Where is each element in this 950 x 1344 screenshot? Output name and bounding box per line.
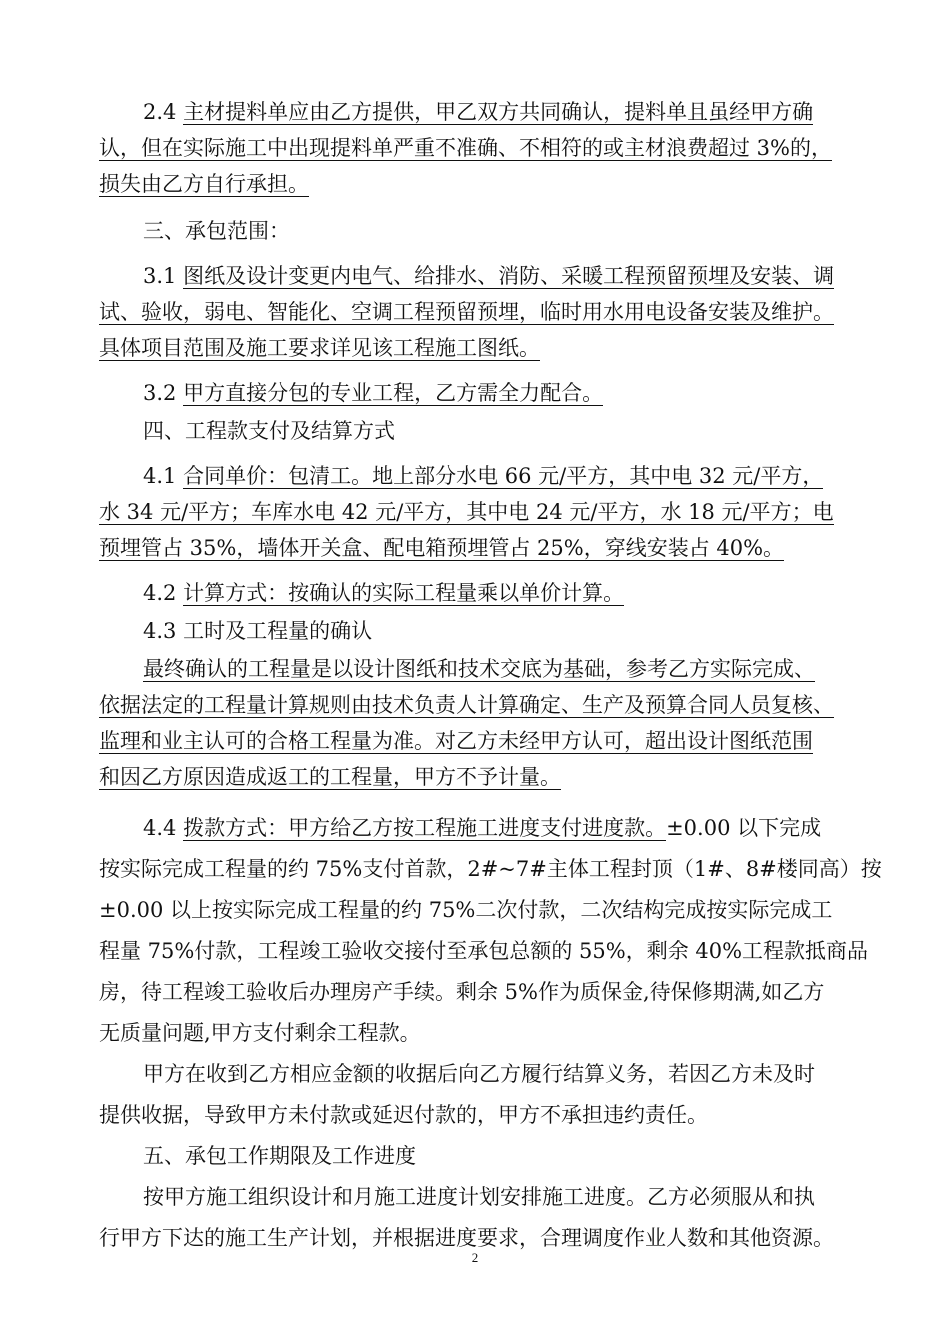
text-line [143, 213, 290, 249]
underlined-text: 依据法定的工程量计算规则由技术负责人计算确定、生产及预算合同人员复核、 [99, 693, 834, 717]
text-line [99, 166, 309, 202]
underlined-text: 认，但在实际施工中出现提料单严重不准确、不相符的或主材浪费超过 3%的， [99, 136, 832, 160]
text-line [143, 810, 821, 846]
underlined-text: 主材提料单应由乙方提供，甲乙双方共同确认，提料单且虽经甲方确 [183, 100, 814, 124]
text-segment: ±0.00 以下完成 [666, 816, 822, 840]
text-segment: 4.4 [143, 816, 184, 840]
underlined-text: 预埋管占 35%，墙体开关盒、配电箱预埋管占 25%，穿线安装占 40%。 [99, 536, 785, 560]
text-segment: 三、承包范围： [143, 219, 290, 243]
text-line [99, 892, 832, 928]
underlined-text: 监理和业主认可的合格工程量为准。对乙方未经甲方认可，超出设计图纸范围 [99, 729, 813, 753]
text-line [99, 1015, 421, 1051]
text-segment: 甲方在收到乙方相应金额的收据后向乙方履行结算义务，若因乙方未及时 [143, 1062, 815, 1086]
text-line [143, 613, 372, 649]
text-line [143, 1056, 815, 1092]
text-segment: ±0.00 以上按实际完成工程量的约 75%二次付款，二次结构完成按实际完成工 [99, 898, 833, 922]
underlined-text: 试、验收，弱电、智能化、空调工程预留预埋，临时用水用电设备安装及维护。 [99, 300, 834, 324]
underlined-text: 损失由乙方自行承担。 [99, 172, 309, 196]
text-segment: 按甲方施工组织设计和月施工进度计划安排施工进度。乙方必须服从和执 [143, 1185, 815, 1209]
text-line [99, 851, 882, 887]
text-line [143, 651, 815, 687]
underlined-text: 水 34 元/平方；车库水电 42 元/平方，其中电 24 元/平方，水 18 元/平方；电 [99, 500, 834, 524]
text-line [99, 330, 540, 366]
text-line [143, 413, 395, 449]
text-line [143, 1138, 416, 1174]
text-segment: 2.4 [143, 100, 184, 124]
text-segment: 提供收据，导致甲方未付款或延迟付款的，甲方不承担违约责任。 [99, 1103, 708, 1127]
text-line [99, 130, 832, 166]
text-line [99, 687, 834, 723]
text-segment: 无质量问题,甲方支付剩余工程款。 [99, 1021, 421, 1045]
underlined-text: 计算方式：按确认的实际工程量乘以单价计算。 [183, 581, 625, 605]
text-line [99, 494, 834, 530]
underlined-text: 具体项目范围及施工要求详见该工程施工图纸。 [99, 336, 540, 360]
page-number: 2 [471, 1250, 479, 1265]
text-segment: 按实际完成工程量的约 75%支付首款，2#~7#主体工程封顶（1#、8#楼同高）按 [99, 857, 882, 881]
underlined-text: 甲方直接分包的专业工程，乙方需全力配合。 [183, 381, 604, 405]
text-line [99, 723, 813, 759]
text-segment: 程量 75%付款，工程竣工验收交接付至承包总额的 55%，剩余 40%工程款抵商品 [99, 939, 869, 963]
text-line [99, 530, 784, 566]
text-line [143, 1179, 815, 1215]
text-segment: 3.2 [143, 381, 184, 405]
text-line [143, 94, 813, 130]
underlined-text: 最终确认的工程量是以设计图纸和技术交底为基础，参考乙方实际完成、 [143, 657, 815, 681]
text-segment: 房，待工程竣工验收后办理房产手续。剩余 5%作为质保金,待保修期满,如乙方 [99, 980, 825, 1004]
text-segment: 五、承包工作期限及工作进度 [143, 1144, 416, 1168]
underlined-text: 合同单价：包清工。地上部分水电 66 元/平方，其中电 32 元/平方， [183, 464, 824, 488]
text-segment: 4.3 工时及工程量的确认 [143, 619, 373, 643]
text-line [143, 258, 834, 294]
text-line [143, 575, 624, 611]
text-line [99, 759, 561, 795]
text-line [99, 1097, 708, 1133]
text-segment: 行甲方下达的施工生产计划，并根据进度要求，合理调度作业人数和其他资源。 [99, 1226, 834, 1250]
text-line [99, 294, 834, 330]
underlined-text: 和因乙方原因造成返工的工程量，甲方不予计量。 [99, 765, 561, 789]
text-line [99, 974, 824, 1010]
underlined-text: 图纸及设计变更内电气、给排水、消防、采暖工程预留预埋及安装、调 [183, 264, 835, 288]
text-segment: 4.2 [143, 581, 184, 605]
text-segment: 四、工程款支付及结算方式 [143, 419, 395, 443]
text-segment: 4.1 [143, 464, 184, 488]
underlined-text: 拨款方式：甲方给乙方按工程施工进度支付进度款。 [183, 816, 667, 840]
text-line [143, 458, 823, 494]
text-line [143, 375, 603, 411]
text-segment: 3.1 [143, 264, 184, 288]
text-line [99, 933, 868, 969]
